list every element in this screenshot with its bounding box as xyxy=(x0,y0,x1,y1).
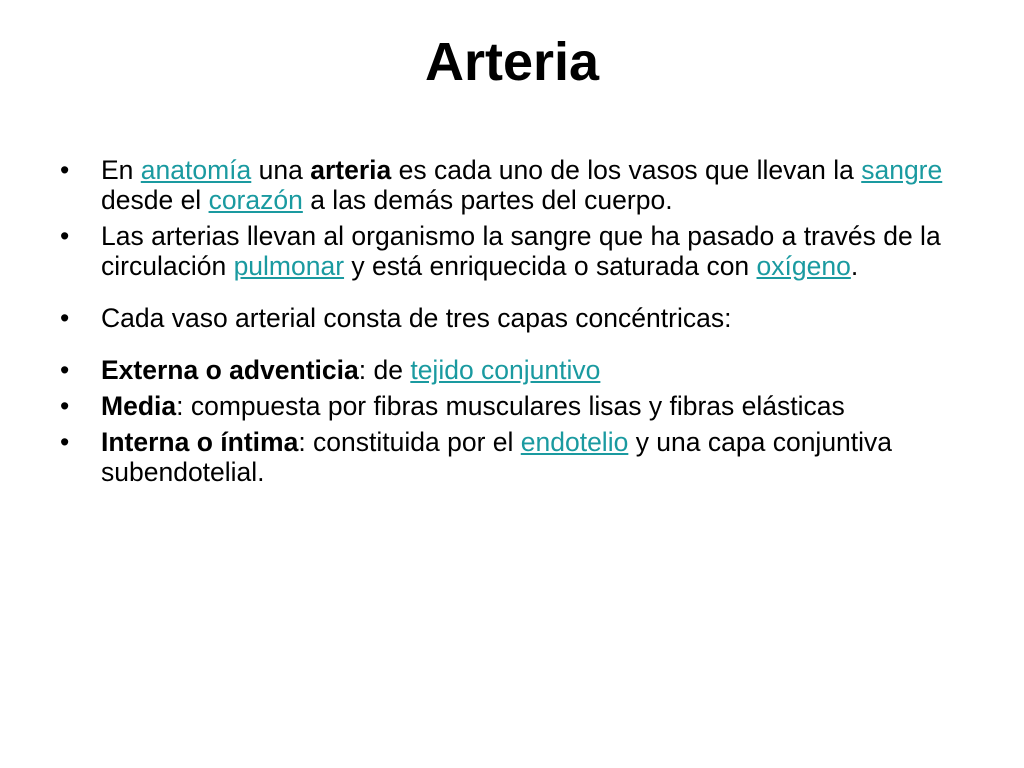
bullet-text: : constituida por el xyxy=(298,427,521,457)
bullet-text: Las arterias llevan al organismo la sangre que ha pasado a través de la circulación xyxy=(101,221,941,281)
bullet-item-interna xyxy=(60,427,960,487)
bold-term-media: Media xyxy=(101,391,177,421)
bullet-icon: • xyxy=(60,221,70,251)
slide-title: Arteria xyxy=(424,32,600,92)
bullet-item-capas xyxy=(60,303,960,333)
bullet-text: : de xyxy=(358,355,411,385)
bullet-item-anatomia xyxy=(60,155,960,215)
bold-term-externa: Externa o adventicia xyxy=(101,355,359,385)
bullet-text: : compuesta por fibras musculares lisas y fibras elásticas xyxy=(176,391,845,421)
bullet-text: En xyxy=(101,155,141,185)
bullet-list xyxy=(60,155,960,487)
bullet-text: una xyxy=(251,155,311,185)
bullet-icon: • xyxy=(60,427,70,457)
bullet-text: a las demás partes del cuerpo. xyxy=(302,185,673,215)
bold-term-interna: Interna o íntima xyxy=(101,427,299,457)
link-pulmonar[interactable]: pulmonar xyxy=(233,251,345,281)
link-endotelio[interactable]: endotelio xyxy=(520,427,629,457)
bullet-text: y está enriquecida o saturada con xyxy=(344,251,757,281)
bullet-icon: • xyxy=(60,303,70,333)
bullet-icon: • xyxy=(60,355,70,385)
bullet-item-circulacion xyxy=(60,221,960,281)
link-tejido-conjuntivo[interactable]: tejido conjuntivo xyxy=(410,355,601,385)
bullet-icon: • xyxy=(60,391,70,421)
bullet-item-externa xyxy=(60,355,960,385)
bullet-text: desde el xyxy=(101,185,209,215)
bold-term-arteria: arteria xyxy=(310,155,392,185)
bullet-icon: • xyxy=(60,155,70,185)
bullet-text: es cada uno de los vasos que llevan la xyxy=(391,155,862,185)
link-corazon[interactable]: corazón xyxy=(208,185,303,215)
bullet-text: y una capa conjuntiva subendotelial. xyxy=(101,427,893,487)
link-anatomia[interactable]: anatomía xyxy=(140,155,252,185)
bullet-item-media xyxy=(60,391,960,421)
link-sangre[interactable]: sangre xyxy=(861,155,943,185)
bullet-text: Cada vaso arterial consta de tres capas concéntricas: xyxy=(101,303,732,333)
bullet-text: . xyxy=(850,251,859,281)
link-oxigeno[interactable]: oxígeno xyxy=(756,251,851,281)
